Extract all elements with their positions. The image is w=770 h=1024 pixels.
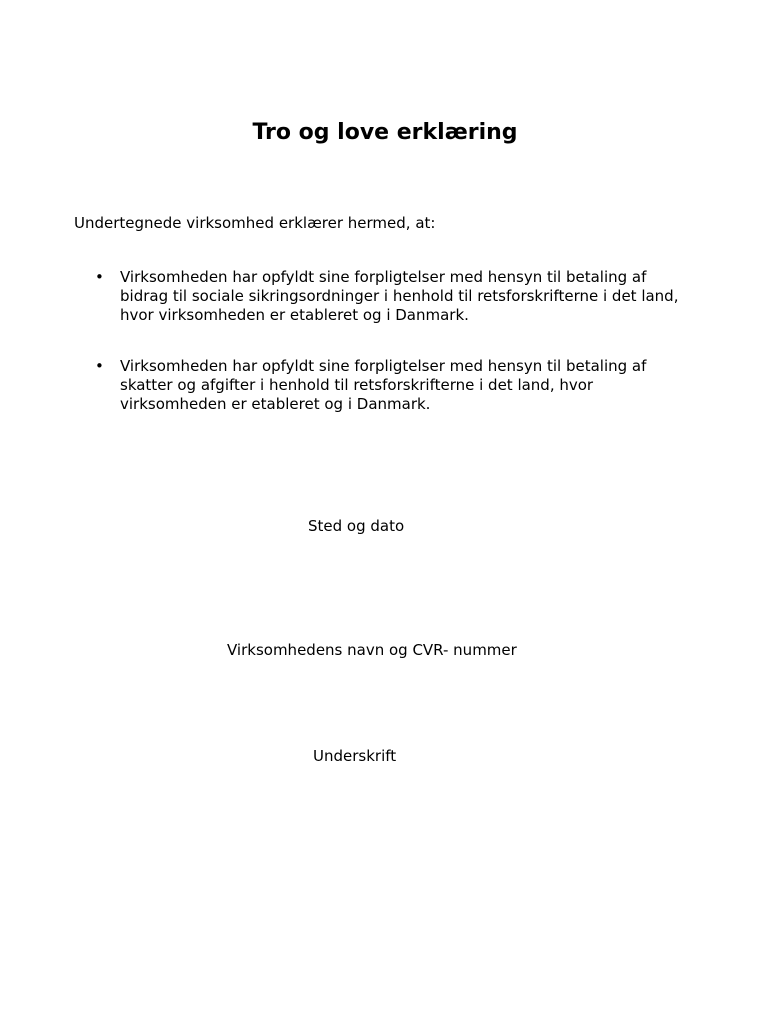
declaration-text: Virksomheden har opfyldt sine forpligtelser med hensyn til betaling af bidrag til sociale sikringsordninger i henhold til retsforskrifterne i det land, hvor virksomheden er etableret og i Danmark. — [120, 268, 679, 324]
signature-label: Underskrift — [313, 747, 397, 765]
place-date-label: Sted og dato — [308, 517, 405, 535]
bullet-icon: • — [95, 268, 104, 286]
intro-text: Undertegnede virksomhed erklærer hermed, at: — [74, 214, 436, 232]
declaration-text: Virksomheden har opfyldt sine forpligtelser med hensyn til betaling af skatter og afgifter i henhold til retsforskrifterne i det land, hvor virksomheden er etableret og i Danmark. — [120, 357, 647, 413]
company-name-cvr-label: Virksomhedens navn og CVR- nummer — [227, 641, 517, 659]
document-title: Tro og love erklæring — [252, 120, 518, 145]
bullet-icon: • — [95, 357, 104, 375]
